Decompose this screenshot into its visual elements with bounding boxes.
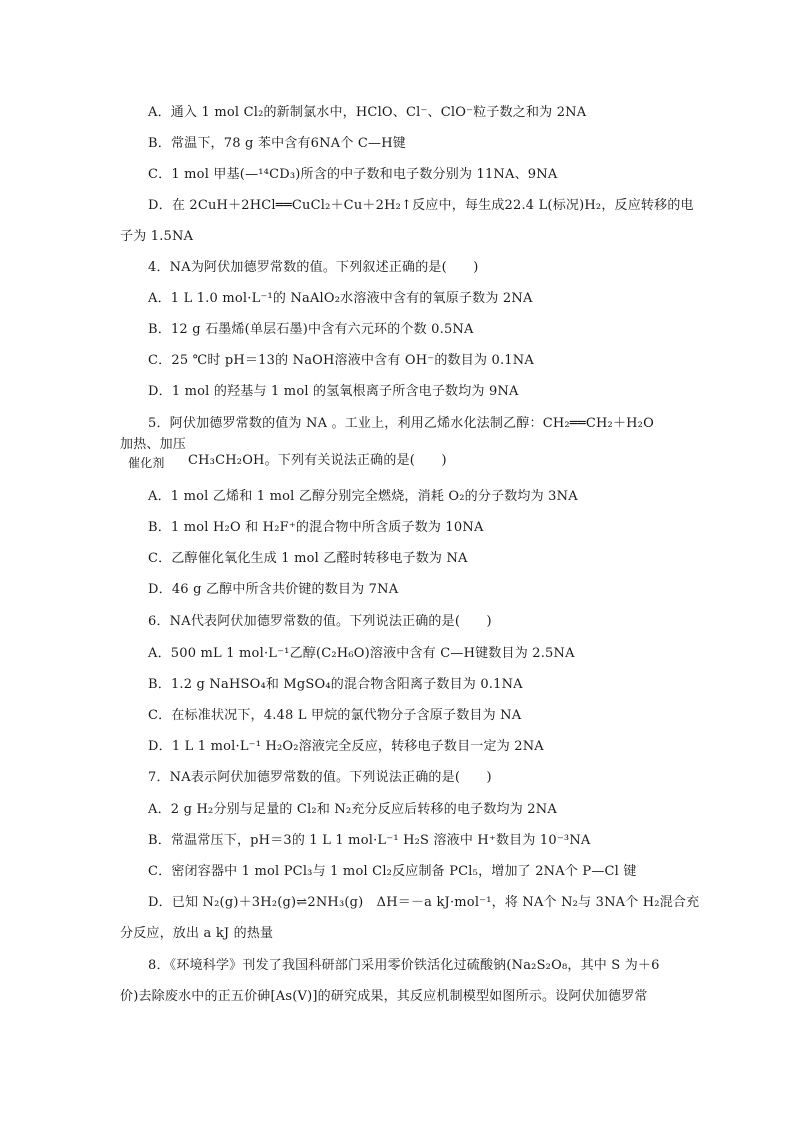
q4-option-a: A．1 L 1.0 mol·L⁻¹的 NaAlO₂水溶液中含有的氧原子数为 2NA	[148, 291, 533, 306]
q4-option-c: C．25 ℃时 pH＝13的 NaOH溶液中含有 OH⁻的数目为 0.1NA	[148, 353, 534, 368]
question-5-stem-continued: CH₃CH₂OH。下列有关说法正确的是( )	[188, 453, 447, 468]
q3-option-b: B．常温下，78 g 苯中含有6NA个 C—H键	[148, 136, 406, 151]
q6-option-b: B．1.2 g NaHSO₄和 MgSO₄的混合物含阳离子数目为 0.1NA	[148, 677, 523, 692]
q7-option-a: A．2 g H₂分别与足量的 Cl₂和 N₂充分反应后转移的电子数均为 2NA	[148, 802, 557, 817]
q6-option-c: C．在标准状况下，4.48 L 甲烷的氯代物分子含原子数目为 NA	[148, 708, 522, 723]
question-8-stem: 8．《环境科学》刊发了我国科研部门采用零价铁活化过硫酸钠(Na₂S₂O₈，其中 S 为＋6	[148, 958, 660, 973]
q7-option-d: D．已知 N₂(g)＋3H₂(g)⇌2NH₃(g) ΔH＝－a kJ·mol⁻¹，将 NA个 N₂与 3NA个 H₂混合充	[148, 895, 700, 910]
reaction-condition-above: 加热、加压	[120, 437, 187, 452]
q3-option-c: C．1 mol 甲基(—¹⁴CD₃)所含的中子数和电子数分别为 11NA、9NA	[148, 167, 558, 182]
q5-option-c: C．乙醇催化氧化生成 1 mol 乙醛时转移电子数为 NA	[148, 551, 468, 566]
question-5-stem: 5．阿伏加德罗常数的值为 NA 。工业上，利用乙烯水化法制乙醇：CH₂══CH₂＋H₂O	[148, 416, 654, 431]
q4-option-d: D．1 mol 的羟基与 1 mol 的氢氧根离子所含电子数均为 9NA	[148, 384, 519, 399]
q5-option-b: B．1 mol H₂O 和 H₂F⁺的混合物中所含质子数为 10NA	[148, 520, 484, 535]
q4-option-b: B．12 g 石墨烯(单层石墨)中含有六元环的个数 0.5NA	[148, 322, 474, 337]
question-4-stem: 4．NA为阿伏加德罗常数的值。下列叙述正确的是( )	[148, 260, 479, 275]
question-6-stem: 6．NA代表阿伏加德罗常数的值。下列说法正确的是( )	[148, 614, 492, 629]
reaction-condition-below: 催化剂	[128, 456, 165, 470]
q3-option-a: A．通入 1 mol Cl₂的新制氯水中，HClO、Cl⁻、ClO⁻粒子数之和为 2NA	[148, 105, 587, 120]
q6-option-a: A．500 mL 1 mol·L⁻¹乙醇(C₂H₆O)溶液中含有 C—H键数目为 2.5NA	[148, 646, 575, 661]
q5-option-a: A．1 mol 乙烯和 1 mol 乙醇分别完全燃烧，消耗 O₂的分子数均为 3NA	[148, 489, 578, 504]
question-8-stem-continued: 价)去除废水中的正五价砷[As(Ⅴ)]的研究成果，其反应机制模型如图所示。设阿伏加德罗常	[120, 989, 648, 1004]
q7-option-d-continued: 分反应，放出 a kJ 的热量	[120, 926, 274, 941]
q3-option-d: D．在 2CuH＋2HCl══CuCl₂＋Cu＋2H₂↑反应中，每生成22.4 L(标况)H₂，反应转移的电	[148, 198, 694, 213]
q7-option-b: B．常温常压下，pH＝3的 1 L 1 mol·L⁻¹ H₂S 溶液中 H⁺数目为 10⁻³NA	[148, 833, 591, 848]
q3-option-d-continued: 子为 1.5NA	[120, 229, 194, 244]
q6-option-d: D．1 L 1 mol·L⁻¹ H₂O₂溶液完全反应，转移电子数目一定为 2NA	[148, 739, 544, 754]
q7-option-c: C．密闭容器中 1 mol PCl₃与 1 mol Cl₂反应制备 PCl₅，增加了 2NA个 P—Cl 键	[148, 864, 637, 879]
question-7-stem: 7．NA表示阿伏加德罗常数的值。下列说法正确的是( )	[148, 770, 492, 785]
q5-option-d: D．46 g 乙醇中所含共价键的数目为 7NA	[148, 582, 399, 597]
